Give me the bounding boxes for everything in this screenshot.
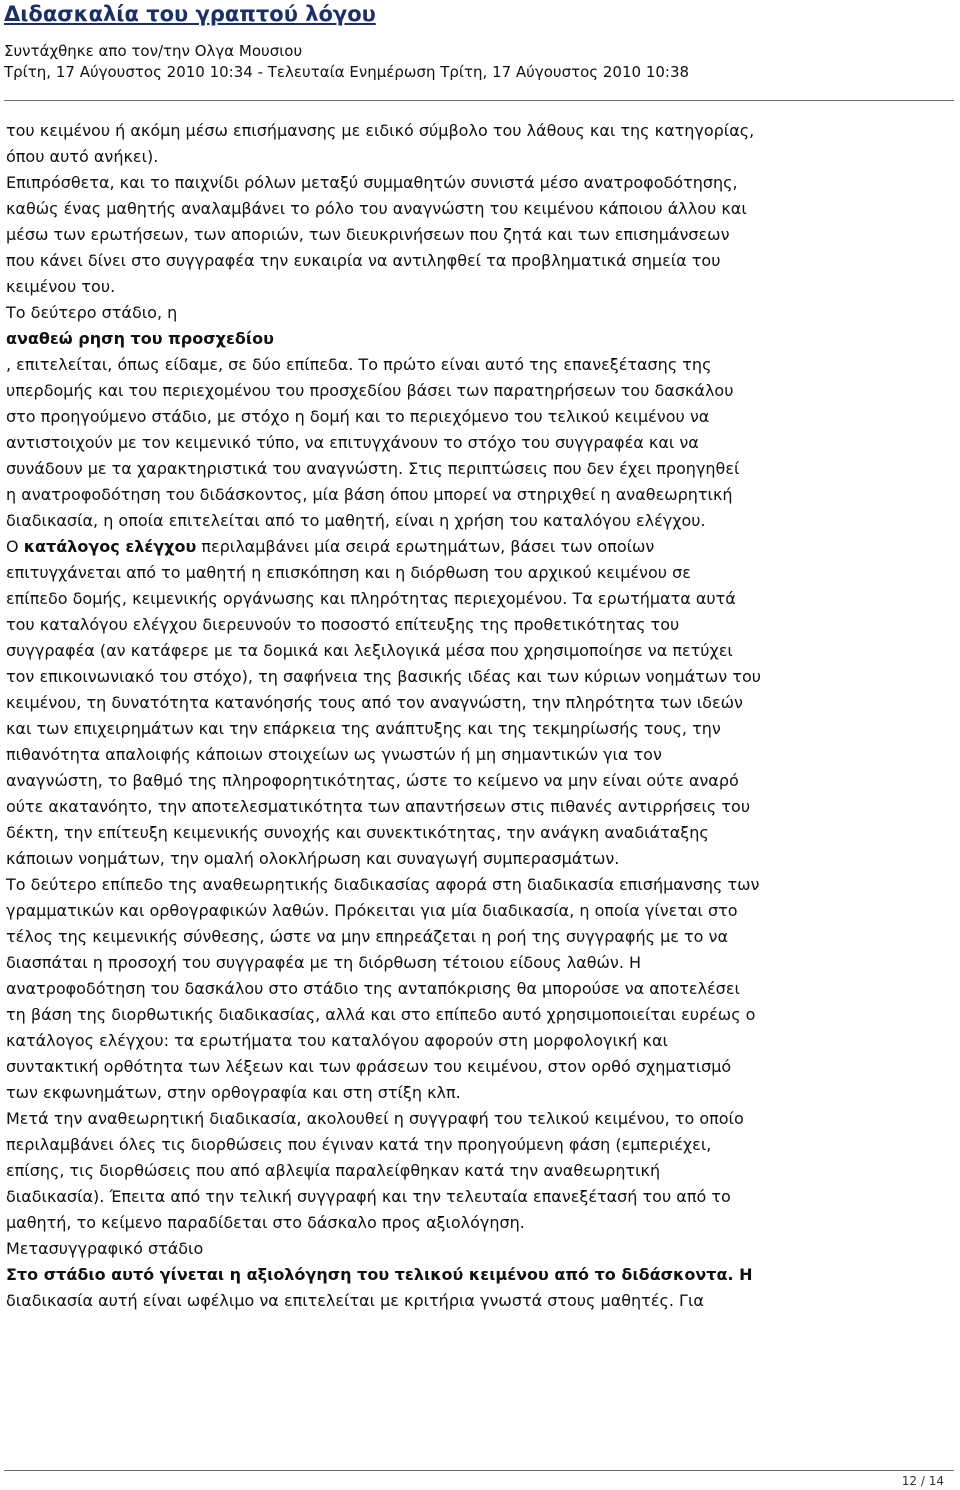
article-title[interactable]: Διδασκαλία του γραπτού λόγου [4,2,376,26]
body-line: στο προηγούμενο στάδιο, με στόχο η δομή και το περιεχόμενο του τελικού κειμένου να [6,407,710,426]
body-line: συγγραφέα (αν κατάφερε με τα δομικά και λεξιλογικά μέσα που χρησιμοποίησε να πετύχει [6,641,733,660]
header-divider [4,100,954,101]
body-line: η ανατροφοδότηση του διδάσκοντος, μία βάση όπου μπορεί να στηριχθεί η αναθεωρητική [6,485,733,504]
body-line: επιτυγχάνεται από το μαθητή η επισκόπηση και η διόρθωση του αρχικού κειμένου σε [6,563,691,582]
bold-term-checklist: κατάλογος ελέγχου [23,537,197,556]
author-line: Συντάχθηκε απο τον/την Ολγα Μουσιου [4,42,303,60]
page-header [4,0,954,83]
body-line: των εκφωνημάτων, στην ορθογραφία και στη στίξη κλπ. [6,1083,461,1102]
body-line: κάποιων νοημάτων, την ομαλή ολοκλήρωση και συναγωγή συμπερασμάτων. [6,849,620,868]
body-line: συνάδουν με τα χαρακτηριστικά του αναγνώστη. Στις περιπτώσεις που δεν έχει προηγηθεί [6,459,740,478]
body-line: υπερδομής και του περιεχομένου του προσχεδίου βάσει των παρατηρήσεων του δασκάλου [6,381,734,400]
body-line: μέσω των ερωτήσεων, των αποριών, των διευκρινήσεων που ζητά και των επισημάνσεων [6,225,730,244]
body-line: Μετασυγγραφικό στάδιο [6,1239,204,1258]
body-line: Επιπρόσθετα, και το παιχνίδι ρόλων μεταξύ συμμαθητών συνιστά μέσο ανατροφοδότησης, [6,173,738,192]
body-line: ούτε ακατανόητο, την αποτελεσματικότητα των απαντήσεων στις πιθανές αντιρρήσεις του [6,797,751,816]
body-line: και των επιχειρημάτων και την επάρκεια της ανάπτυξης και της τεκμηρίωσής τους, την [6,719,721,738]
body-line: κειμένου του. [6,277,116,296]
body-line: διαδικασία, η οποία επιτελείται από το μαθητή, είναι η χρήση του καταλόγου ελέγχου. [6,511,706,530]
body-text-span: περιλαμβάνει μία σειρά ερωτημάτων, βάσει των οποίων [196,537,655,556]
body-line: του κειμένου ή ακόμη μέσω επισήμανσης με ειδικό σύμβολο του λάθους και της κατηγορίας, [6,121,755,140]
body-line-mixed [6,534,950,560]
page-indicator: 12 / 14 [901,1474,944,1488]
body-text-span: Ο [6,537,24,556]
body-line: κατάλογος ελέγχου: τα ερωτήματα του καταλόγου αφορούν στη μορφολογική και [6,1031,668,1050]
body-line: αναγνώστη, το βαθμό της πληροφορητικότητας, ώστε το κείμενο να μην είναι ούτε αναρό [6,771,739,790]
body-line: μαθητή, το κείμενο παραδίδεται στο δάσκαλο προς αξιολόγηση. [6,1213,525,1232]
body-line: διασπάται η προσοχή του συγγραφέα με τη διόρθωση τέτοιου είδους λαθών. Η [6,953,642,972]
body-line: συντακτική ορθότητα των λέξεων και των φράσεων του κειμένου, στον ορθό σχηματισμό [6,1057,732,1076]
body-line: κειμένου, τη δυνατότητα κατανόησής τους από τον αναγνώστη, την πληρότητα των ιδεών [6,693,743,712]
body-line [6,1314,950,1340]
section-heading: Στο στάδιο αυτό γίνεται η αξιολόγηση του τελικού κειμένου από το διδάσκοντα. Η [6,1265,753,1284]
body-line: που κάνει δίνει στο συγγραφέα την ευκαιρία να αντιληφθεί τα προβληματικά σημεία του [6,251,721,270]
body-line: περιλαμβάνει όλες τις διορθώσεις που έγιναν κατά την προηγούμενη φάση (εμπεριέχει, [6,1135,712,1154]
body-line: καθώς ένας μαθητής αναλαμβάνει το ρόλο του αναγνώστη του κειμένου κάποιου άλλου και [6,199,747,218]
date-line: Τρίτη, 17 Αύγουστος 2010 10:34 - Τελευταία Ενημέρωση Τρίτη, 17 Αύγουστος 2010 10:38 [4,63,690,81]
body-line: Το δεύτερο επίπεδο της αναθεωρητικής διαδικασίας αφορά στη διαδικασία επισήμανσης των [6,875,760,894]
body-line: ανατροφοδότηση του δασκάλου στο στάδιο της ανταπόκρισης θα μπορούσε να αποτελέσει [6,979,740,998]
body-line: πιθανότητα απαλοιφής κάποιων στοιχείων ως γνωστών ή μη σημαντικών για τον [6,745,662,764]
footer-divider [4,1470,954,1471]
body-line: δέκτη, την επίτευξη κειμενικής συνοχής και συνεκτικότητας, την ανάγκη αναδιάταξης [6,823,709,842]
body-line: γραμματικών και ορθογραφικών λαθών. Πρόκειται για μία διαδικασία, η οποία γίνεται στο [6,901,738,920]
body-line: τη βάση της διορθωτικής διαδικασίας, αλλά και στο επίπεδο αυτό χρησιμοποιείται ευρέως ο [6,1005,756,1024]
body-line: επίπεδο δομής, κειμενικής οργάνωσης και πληρότητας περιεχομένου. Τα ερωτήματα αυτά [6,589,736,608]
body-line: αντιστοιχούν με τον κειμενικό τύπο, να επιτυγχάνουν το στόχο του συγγραφέα και να [6,433,699,452]
body-line: , επιτελείται, όπως είδαμε, σε δύο επίπεδα. Το πρώτο είναι αυτό της επανεξέτασης της [6,355,712,374]
body-line: διαδικασία). Έπειτα από την τελική συγγραφή και την τελευταία επανεξέτασή του από το [6,1187,731,1206]
body-line: του καταλόγου ελέγχου διερευνούν το ποσοστό επίτευξης της προθετικότητας του [6,615,680,634]
article-body [6,118,950,1340]
body-line: διαδικασία αυτή είναι ωφέλιμο να επιτελείται με κριτήρια γνωστά στους μαθητές. Για [6,1291,704,1310]
body-line: όπου αυτό ανήκει). [6,147,159,166]
body-line: τον επικοινωνιακό του στόχο), τη σαφήνεια της βασικής ιδέας και των κύριων νοημάτων του [6,667,761,686]
body-line: Μετά την αναθεωρητική διαδικασία, ακολουθεί η συγγραφή του τελικού κειμένου, το οποίο [6,1109,744,1128]
body-line: επίσης, τις διορθώσεις που από αβλεψία παραλείφθηκαν κατά την αναθεωρητική [6,1161,661,1180]
body-line: τέλος της κειμενικής σύνθεσης, ώστε να μην επηρεάζεται η ροή της συγγραφής με το να [6,927,728,946]
bold-term-revision: αναθεώ ρηση του προσχεδίου [6,329,274,348]
body-line: Το δεύτερο στάδιο, η [6,303,178,322]
